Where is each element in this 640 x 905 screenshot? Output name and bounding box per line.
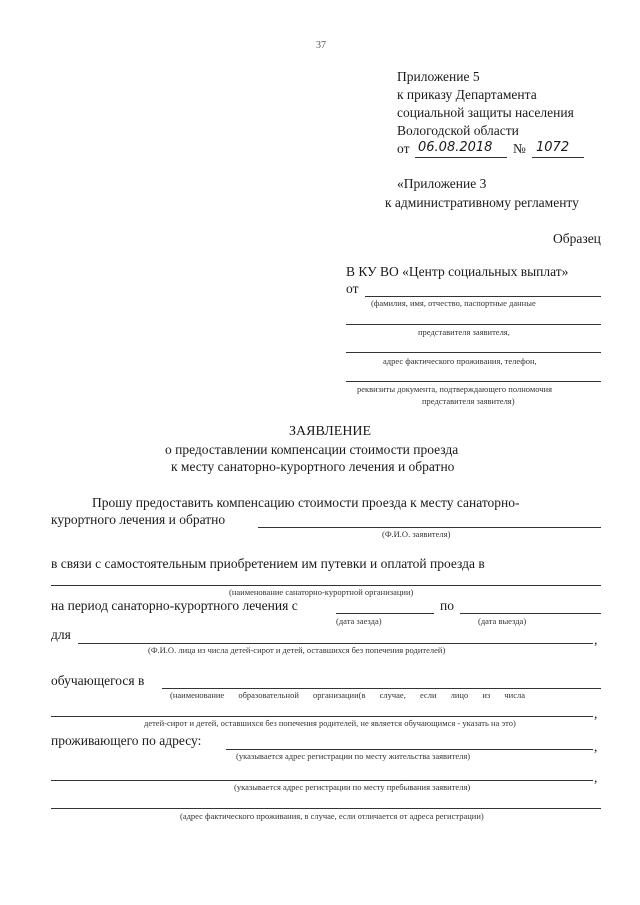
header-no-label: № (513, 141, 526, 156)
body-p2: в связи с самостоятельным приобретением им путевки и оплатой проезда в (51, 556, 485, 571)
addressee-hint-1: (фамилия, имя, отчество, паспортные данные (371, 298, 536, 308)
reg-residence-comma: , (594, 739, 598, 754)
hint-reg-residence: (указывается адрес регистрации по месту жительства заявителя) (236, 751, 471, 761)
hint-actual: (адрес фактического проживания, в случае, если отличается от адреса регистрации) (180, 811, 484, 821)
addressee-line-1 (365, 296, 601, 297)
date-arrival-line (336, 613, 434, 614)
reg-stay-comma: , (594, 770, 598, 785)
reg-stay-line (51, 780, 593, 781)
hint-date-arrival: (дата заезда) (336, 616, 382, 626)
addressee-hint-2: представителя заявителя, (418, 327, 510, 337)
applicant-fio-line (258, 527, 601, 528)
body-p5: обучающегося в (51, 673, 145, 688)
addressee-hint-4b: представителя заявителя) (422, 396, 515, 406)
title-line-3: к месту санаторно-курортного лечения и обратно (171, 459, 455, 474)
education-org-line-2 (51, 716, 593, 717)
header-line-1: Приложение 5 (397, 69, 480, 84)
addressee-to: В КУ ВО «Центр социальных выплат» (346, 264, 569, 279)
hint-edu-b: детей-сирот и детей, оставшихся без попечения родителей, не является обучающимся - указать на это) (144, 718, 516, 728)
orphan-fio-line (78, 643, 593, 644)
header-ot-label: от (397, 141, 410, 156)
header-number-handwritten: 1072 (536, 140, 570, 155)
education-org-line (162, 688, 601, 689)
body-p4: для (51, 627, 71, 642)
page-number: 37 (316, 40, 326, 51)
addressee-line-4 (346, 381, 601, 382)
body-p6: проживающего по адресу: (51, 733, 202, 748)
header-line-2: к приказу Департамента (397, 87, 537, 102)
header-line-4: Вологодской области (397, 123, 519, 138)
appendix-line-1: «Приложение 3 (397, 176, 487, 191)
appendix-line-2: к административному регламенту (385, 195, 579, 210)
header-number-line (532, 157, 584, 158)
body-p1b: курортного лечения и обратно (51, 512, 226, 527)
date-departure-line (460, 613, 601, 614)
actual-address-line (51, 808, 601, 809)
sanatorium-line (51, 585, 601, 586)
addressee-line-2 (346, 324, 601, 325)
header-date-handwritten: 06.08.2018 (418, 140, 493, 155)
addressee-hint-4a: реквизиты документа, подтверждающего полномочия (357, 384, 553, 394)
body-p3a: на период санаторно-курортного лечения с (51, 598, 298, 613)
addressee-line-3 (346, 352, 601, 353)
header-line-3: социальной защиты населения (397, 105, 574, 120)
body-p3b: по (440, 598, 454, 613)
addressee-hint-3: адрес фактического проживания, телефон, (383, 356, 537, 366)
hint-orphan: (Ф.И.О. лица из числа детей-сирот и детей, оставшихся без попечения родителей) (148, 645, 446, 655)
hint-reg-stay: (указывается адрес регистрации по месту пребывания заявителя) (234, 782, 471, 792)
reg-residence-line (226, 749, 593, 750)
hint-fio-applicant: (Ф.И.О. заявителя) (382, 529, 451, 539)
sample-label: Образец (553, 231, 601, 246)
education-line-comma: , (594, 706, 598, 721)
body-p1a: Прошу предоставить компенсацию стоимости проезда к месту санаторно- (92, 495, 520, 510)
hint-date-departure: (дата выезда) (478, 616, 527, 626)
title-line-1: ЗАЯВЛЕНИЕ (289, 424, 372, 439)
hint-sanatorium: (наименование санаторно-курортной организации) (229, 587, 414, 597)
header-date-line (415, 157, 507, 158)
addressee-from-label: от (346, 281, 359, 296)
orphan-line-comma: , (594, 632, 598, 647)
title-line-2: о предоставлении компенсации стоимости проезда (165, 442, 459, 457)
hint-edu-a: (наименование образовательной организации(в случае, если лицо из числа (170, 690, 525, 700)
